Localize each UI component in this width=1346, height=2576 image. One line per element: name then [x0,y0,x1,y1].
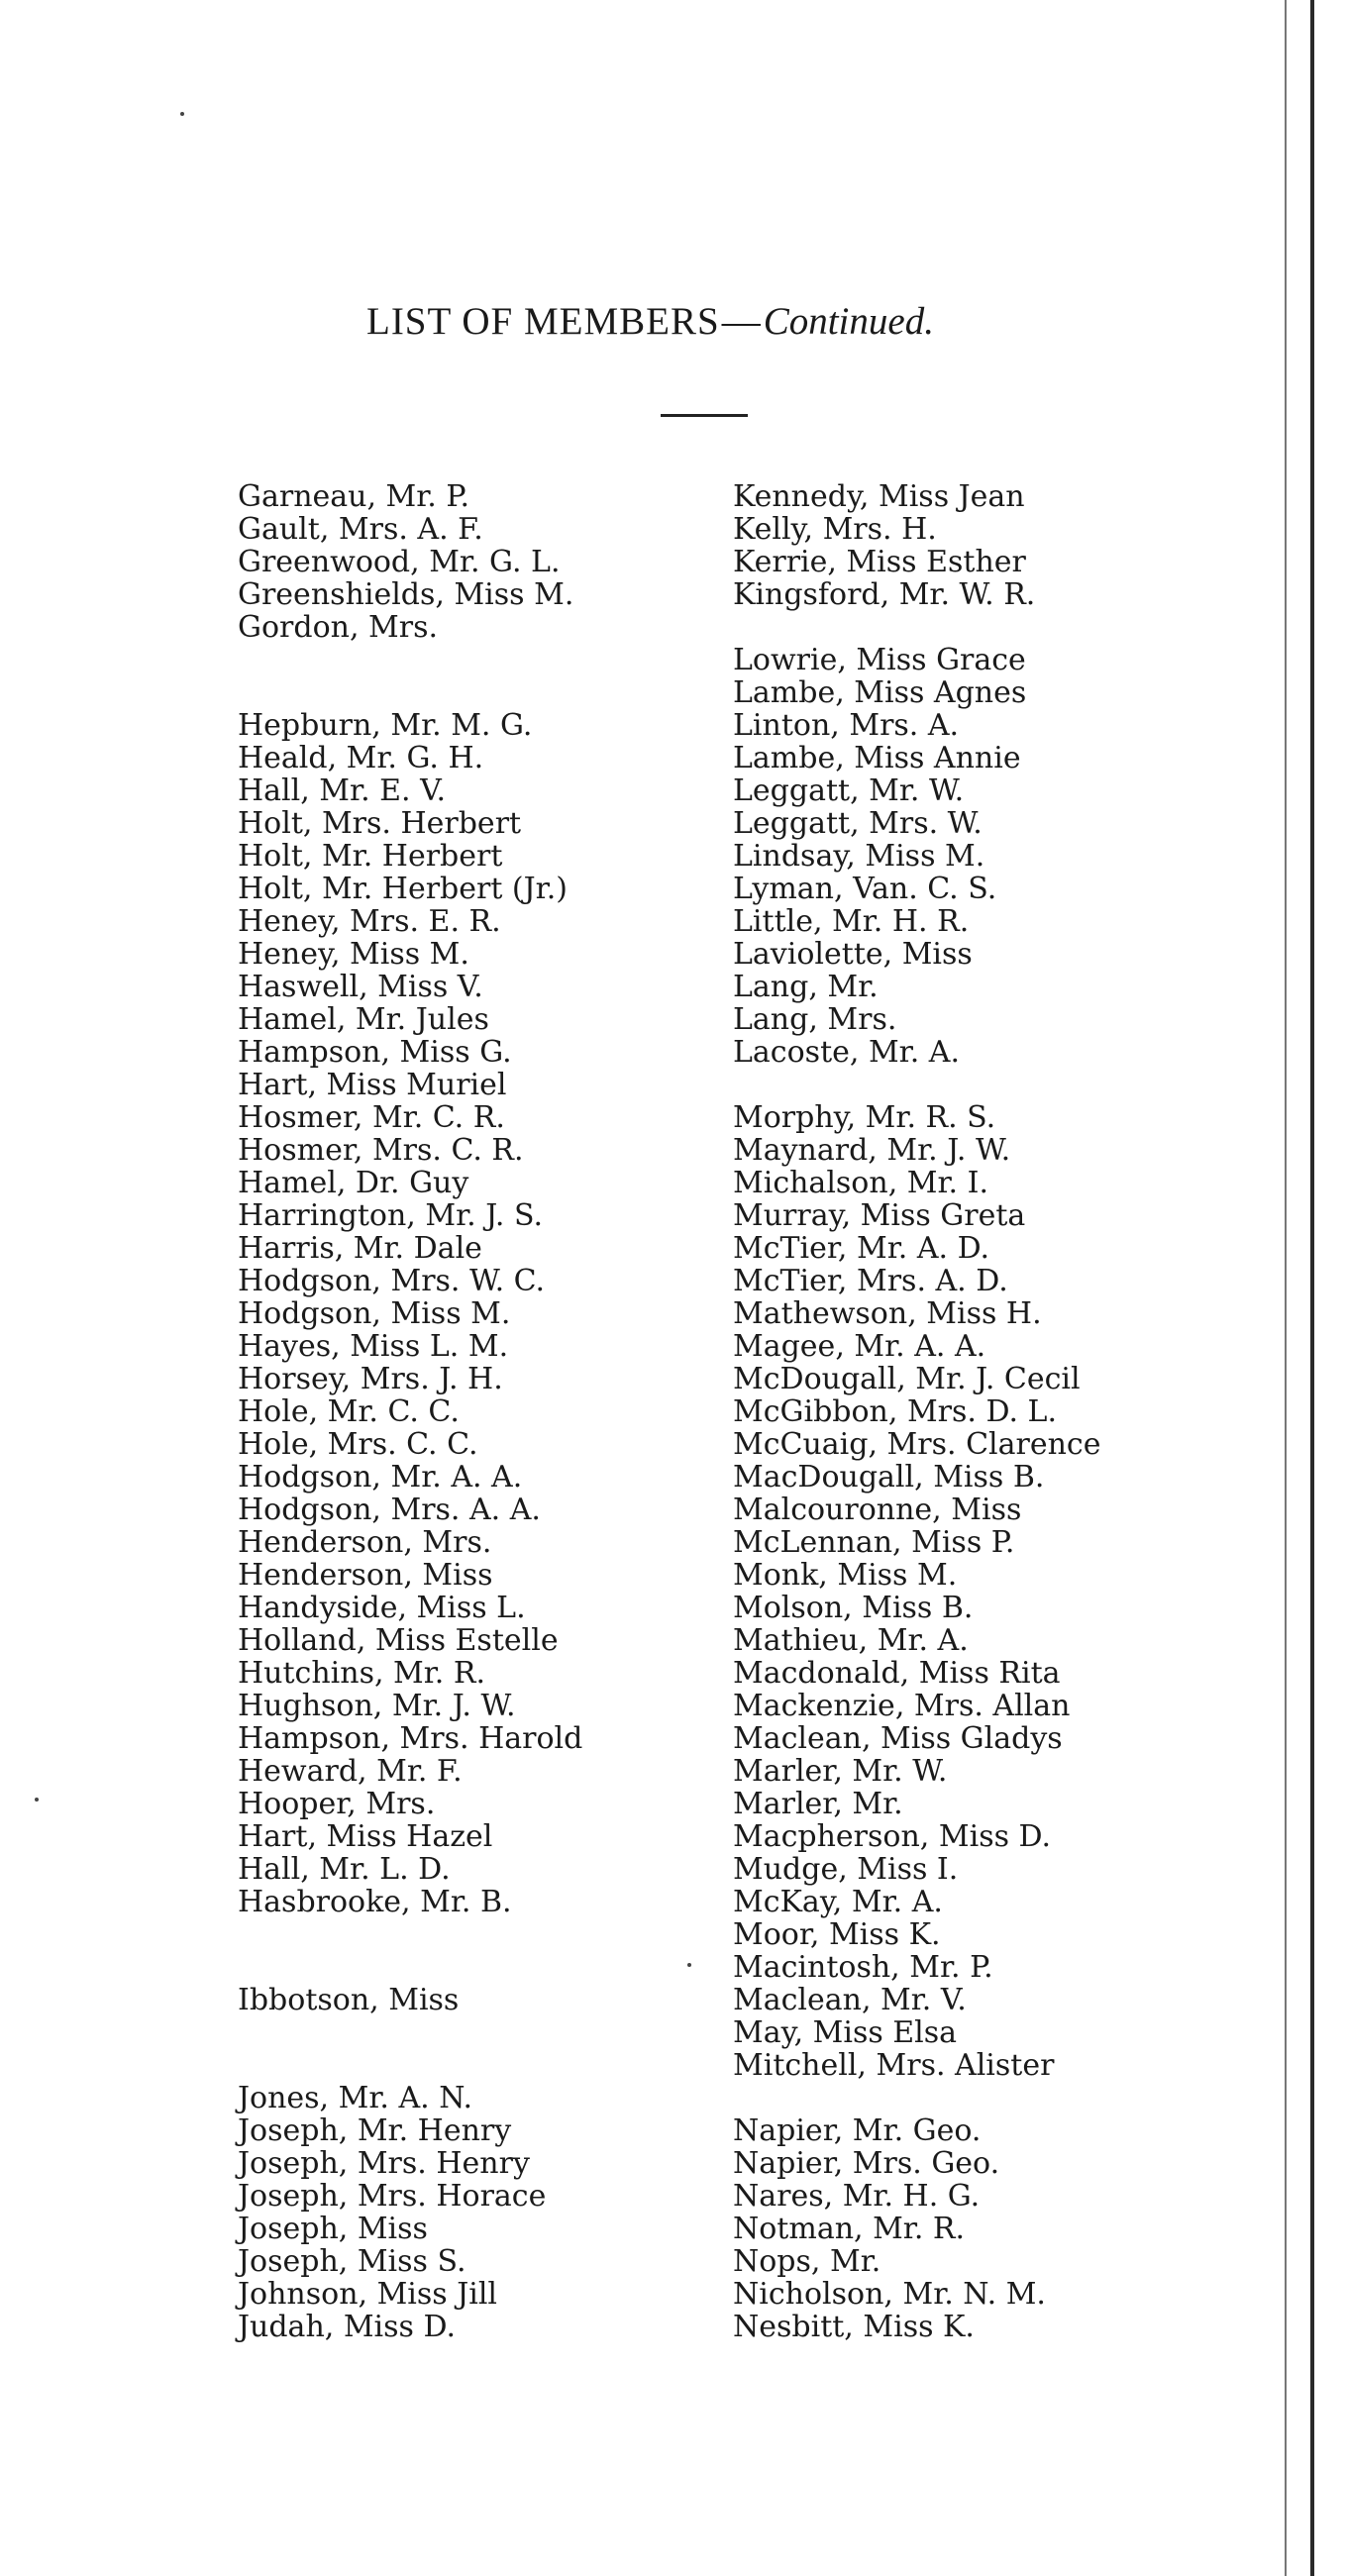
member-entry: Mathewson, Miss H. [733,1296,1042,1331]
member-entry: Hole, Mr. C. C. [238,1394,460,1429]
member-entry: Lacoste, Mr. A. [733,1035,960,1070]
member-entry: Joseph, Mr. Henry [238,2113,512,2148]
member-entry: Harrington, Mr. J. S. [238,1198,543,1233]
member-entry: Hayes, Miss L. M. [238,1329,509,1364]
member-entry: Lyman, Van. C. S. [733,872,997,906]
member-entry: Hole, Mrs. C. C. [238,1427,478,1462]
member-entry: Johnson, Miss Jill [238,2277,498,2312]
member-entry: Hampson, Miss G. [238,1035,512,1070]
member-entry: Holt, Mr. Herbert (Jr.) [238,872,568,906]
member-entry: Nares, Mr. H. G. [733,2179,981,2214]
member-entry: Lang, Mr. [733,970,879,1004]
member-entry: Leggatt, Mrs. W. [733,806,983,841]
member-group [238,2082,703,2343]
member-group [733,644,1149,1069]
member-entry: Notman, Mr. R. [733,2212,966,2246]
member-entry: McCuaig, Mrs. Clarence [733,1427,1101,1462]
member-entry: Holland, Miss Estelle [238,1623,559,1658]
member-entry: Hosmer, Mr. C. R. [238,1100,505,1135]
member-entry: Heald, Mr. G. H. [238,741,484,775]
member-entry: Moor, Miss K. [733,1917,941,1952]
member-entry: Joseph, Mrs. Horace [238,2179,547,2214]
member-entry: Heney, Mrs. E. R. [238,904,501,939]
member-entry: Hooper, Mrs. [238,1787,436,1821]
member-entry: Mackenzie, Mrs. Allan [733,1689,1071,1723]
member-entry: Haswell, Miss V. [238,970,483,1004]
member-entry: Morphy, Mr. R. S. [733,1100,996,1135]
page-title-continued: Continued. [763,300,934,343]
right-member-column [733,480,1149,2343]
member-entry: Kelly, Mrs. H. [733,512,937,547]
member-entry: Maclean, Miss Gladys [733,1721,1063,1756]
member-entry: Lowrie, Miss Grace [733,643,1026,677]
member-entry: Hodgson, Mr. A. A. [238,1460,523,1494]
member-entry: Hughson, Mr. J. W. [238,1689,516,1723]
member-entry: Napier, Mr. Geo. [733,2113,982,2148]
left-member-column [238,480,703,2343]
member-entry: Mitchell, Mrs. Alister [733,2048,1055,2083]
member-entry: Hamel, Mr. Jules [238,1002,489,1037]
member-entry: Hepburn, Mr. M. G. [238,708,533,743]
member-entry: McGibbon, Mrs. D. L. [733,1394,1057,1429]
member-entry: Lambe, Miss Annie [733,741,1021,775]
member-entry: Hodgson, Mrs. A. A. [238,1493,541,1527]
scan-speck [35,1798,39,1802]
scan-speck [180,112,184,116]
member-entry: Handyside, Miss L. [238,1591,526,1625]
member-entry: Kerrie, Miss Esther [733,545,1026,579]
member-entry: Hutchins, Mr. R. [238,1656,486,1691]
member-entry: Hampson, Mrs. Harold [238,1721,583,1756]
member-entry: Heward, Mr. F. [238,1754,463,1789]
member-entry: Maclean, Mr. V. [733,1983,967,2017]
member-entry: Heney, Miss M. [238,937,469,972]
member-entry: Kingsford, Mr. W. R. [733,577,1036,612]
member-entry: Joseph, Miss [238,2212,428,2246]
member-entry: Harris, Mr. Dale [238,1231,482,1266]
member-entry: Malcouronne, Miss [733,1493,1022,1527]
member-entry: Little, Mr. H. R. [733,904,970,939]
member-entry: Hart, Miss Hazel [238,1819,493,1854]
member-entry: Napier, Mrs. Geo. [733,2146,1000,2181]
member-entry: Lambe, Miss Agnes [733,675,1027,710]
member-entry: McKay, Mr. A. [733,1885,943,1919]
member-entry: Greenshields, Miss M. [238,577,574,612]
member-entry: Murray, Miss Greta [733,1198,1026,1233]
member-entry: Hasbrooke, Mr. B. [238,1885,512,1919]
member-entry: Lindsay, Miss M. [733,839,985,874]
member-entry: Macintosh, Mr. P. [733,1950,993,1985]
scan-speck [687,1963,691,1967]
member-entry: Hosmer, Mrs. C. R. [238,1133,524,1168]
member-entry: Monk, Miss M. [733,1558,958,1593]
member-entry: Linton, Mrs. A. [733,708,960,743]
member-entry: Laviolette, Miss [733,937,973,972]
binding-edge-line [1310,0,1314,2576]
member-entry: Judah, Miss D. [238,2310,456,2344]
member-entry: Nesbitt, Miss K. [733,2310,975,2344]
member-entry: Leggatt, Mr. W. [733,773,965,808]
member-entry: Nops, Mr. [733,2244,881,2279]
member-entry: Hall, Mr. L. D. [238,1852,451,1887]
member-entry: Greenwood, Mr. G. L. [238,545,561,579]
member-entry: McLennan, Miss P. [733,1525,1015,1560]
member-entry: Hall, Mr. E. V. [238,773,447,808]
member-entry: Gordon, Mrs. [238,610,439,645]
member-entry: Ibbotson, Miss [238,1983,460,2017]
member-entry: Hamel, Dr. Guy [238,1166,469,1200]
member-entry: Joseph, Miss S. [238,2244,466,2279]
member-entry: Joseph, Mrs. Henry [238,2146,530,2181]
member-entry: Holt, Mr. Herbert [238,839,503,874]
member-entry: Horsey, Mrs. J. H. [238,1362,503,1396]
member-entry: Marler, Mr. W. [733,1754,948,1789]
title-divider [661,414,748,417]
member-entry: Macpherson, Miss D. [733,1819,1052,1854]
member-group [238,1984,703,2016]
member-entry: Mudge, Miss I. [733,1852,959,1887]
member-entry: Holt, Mrs. Herbert [238,806,522,841]
member-entry: McTier, Mr. A. D. [733,1231,990,1266]
page-title-dash: — [721,300,762,343]
member-entry: Marler, Mr. [733,1787,903,1821]
page-title [366,299,1099,344]
member-entry: Gault, Mrs. A. F. [238,512,483,547]
member-group [733,480,1149,611]
member-entry: Hodgson, Miss M. [238,1296,511,1331]
member-group [733,1101,1149,2082]
member-entry: Magee, Mr. A. A. [733,1329,986,1364]
member-entry: Nicholson, Mr. N. M. [733,2277,1046,2312]
member-entry: Molson, Miss B. [733,1591,974,1625]
member-entry: Kennedy, Miss Jean [733,479,1025,514]
member-entry: Hart, Miss Muriel [238,1068,507,1102]
member-entry: Maynard, Mr. J. W. [733,1133,1011,1168]
member-group [238,480,703,644]
binding-edge-thin-line [1285,0,1287,2576]
member-entry: Mathieu, Mr. A. [733,1623,969,1658]
member-entry: Jones, Mr. A. N. [238,2081,473,2115]
member-entry: Henderson, Mrs. [238,1525,492,1560]
member-entry: McDougall, Mr. J. Cecil [733,1362,1081,1396]
member-group [238,709,703,1918]
member-entry: Garneau, Mr. P. [238,479,470,514]
member-entry: May, Miss Elsa [733,2015,958,2050]
member-entry: Michalson, Mr. I. [733,1166,988,1200]
member-entry: Hodgson, Mrs. W. C. [238,1264,546,1298]
member-entry: MacDougall, Miss B. [733,1460,1045,1494]
member-entry: Macdonald, Miss Rita [733,1656,1061,1691]
member-entry: Lang, Mrs. [733,1002,897,1037]
member-group [733,2114,1149,2343]
member-entry: Henderson, Miss [238,1558,493,1593]
member-entry: McTier, Mrs. A. D. [733,1264,1008,1298]
page-title-main: LIST OF MEMBERS [366,300,720,343]
